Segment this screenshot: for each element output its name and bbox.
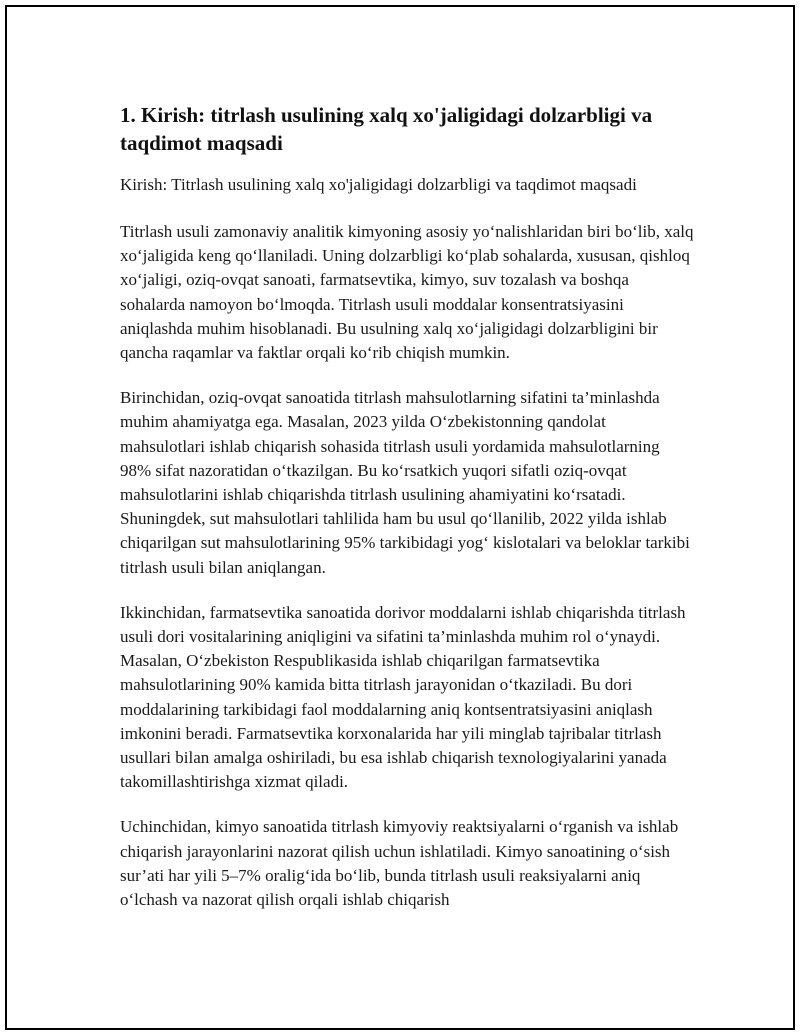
paragraph-intro: Titrlash usuli zamonaviy analitik kimyoning asosiy yo‘nalishlaridan biri bo‘lib, xalq xo‘jaligida keng qo‘llaniladi. Uning dolzarbligi ko‘plab sohalarda, xususan, qishloq xo‘jaligi, oziq-ovqat sanoati, farmatsevtika, kimyo, suv tozalash va boshqa sohalarda namoyon bo‘lmoqda. Titrlash usuli moddalar konsentratsiyasini aniqlashda muhim hisoblanadi. Bu usulning xalq xo‘jaligidagi dolzarbligini bir qancha raqamlar va faktlar orqali ko‘rib chiqish mumkin. xyxy=(120,222,694,363)
section-heading: 1. Kirish: titrlash usulining xalq xo'jaligidagi dolzarbligi va taqdimot maqsadi xyxy=(120,103,653,155)
paragraph-chemistry: Uchinchidan, kimyo sanoatida titrlash kimyoviy reaktsiyalarni o‘rganish va ishlab chiqarish jarayonlarini nazorat qilish uchun ishlatiladi. Kimyo sanoatining o‘sish sur’ati har yili 5–7% oralig‘ida bo‘lib, bunda titrlash usuli reaksiyalarni aniq o‘lchash va nazorat qilish orqali ishlab chiqarish xyxy=(120,817,679,910)
section-subtitle: Kirish: Titrlash usulining xalq xo'jaligidagi dolzarbligi va taqdimot maqsadi xyxy=(120,175,637,194)
paragraph-food-industry: Birinchidan, oziq-ovqat sanoatida titrlash mahsulotlarning sifatini ta’minlashda muhim ahamiyatga ega. Masalan, 2023 yilda O‘zbekistonning qandolat mahsulotlari ishlab chiqarish sohasida titrlash usuli yordamida mahsulotlarning 98% sifat nazoratidan o‘tkazilgan. Bu ko‘rsatkich yuqori sifatli oziq-ovqat mahsulotlarini ishlab chiqarishda titrlash usulining ahamiyatini ko‘rsatadi. Shuningdek, sut mahsulotlari tahlilida ham bu usul qo‘llanilib, 2022 yilda ishlab chiqarilgan sut mahsulotlarining 95% tarkibidagi yog‘ kislotalari va beloklar tarkibi titrlash usuli bilan aniqlangan. xyxy=(120,388,690,577)
document-body xyxy=(120,101,695,933)
paragraph-pharmaceutics: Ikkinchidan, farmatsevtika sanoatida dorivor moddalarni ishlab chiqarishda titrlash usuli dori vositalarining aniqligini va sifatini ta’minlashda muhim rol o‘ynaydi. Masalan, O‘zbekiston Respublikasida ishlab chiqarilgan farmatsevtika mahsulotlarining 90% kamida bitta titrlash jarayonidan o‘tkaziladi. Bu dori moddalarining tarkibidagi faol moddalarning aniq kontsentratsiyasini aniqlash imkonini beradi. Farmatsevtika korxonalarida har yili minglab tajribalar titrlash usullari bilan amalga oshiriladi, bu esa ishlab chiqarish texnologiyalarini yanada takomillashtirishga xizmat qiladi. xyxy=(120,602,686,792)
page-frame xyxy=(5,5,795,1030)
